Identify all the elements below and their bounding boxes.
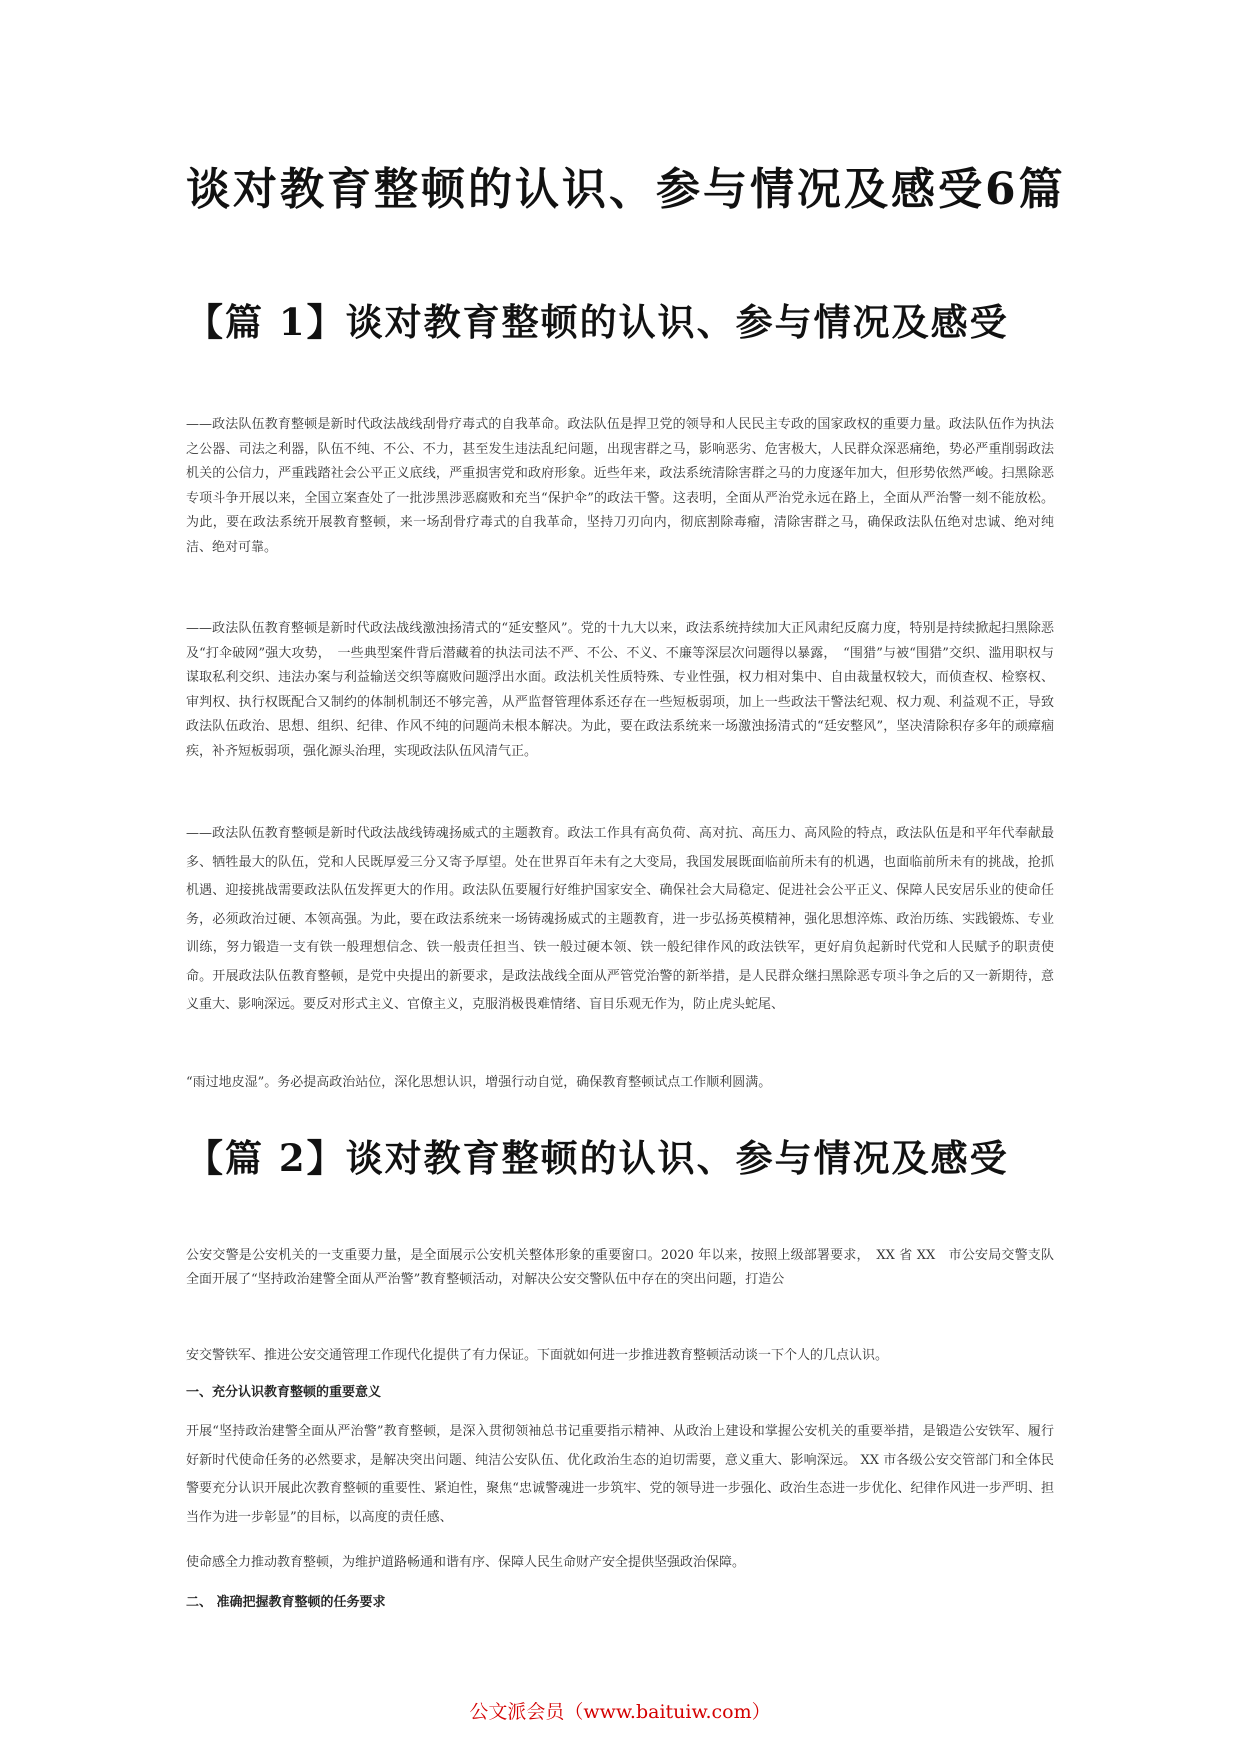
section-2-paragraph-4: 使命感全力推动教育整顿，为维护道路畅通和谐有序、保障人民生命财产安全提供坚强政治保障。 bbox=[186, 1555, 746, 1570]
footer-watermark: 公文派会员（www.baituiw.com） bbox=[469, 1701, 771, 1723]
section-1-heading: 【篇 1】谈对教育整顿的认识、参与情况及感受 bbox=[186, 300, 1009, 344]
section-1-paragraph-3: ——政法队伍教育整顿是新时代政法战线铸魂扬威式的主题教育。政法工作具有高负荷、高对抗、高压力、高风险的特点，政法队伍是和平年代奉献最多、牺牲最大的队伍，党和人民既厚爱三分又寄予厚望。处在世界百年未有之大变局，我国发展既面临前所未有的机遇，也面临前所未有的挑战，抢抓机遇、迎接挑战需要政法队伍发挥更大的作用。政法队伍要履行好维护国家安全、确保社会大局稳定、促进社会公平正义、保障人民安居乐业的使命任务，必须政治过硬、本领高强。为此，要在政法系统来一场铸魂扬威式的主题教育，进一步弘扬英模精神，强化思想淬炼、政治历练、实践锻炼、专业训练，努力锻造一支有铁一般理想信念、铁一般责任担当、铁一般过硬本领、铁一般纪律作风的政法铁军，更好肩负起新时代党和人民赋予的职责使命。开展政法队伍教育整顿，是党中央提出的新要求，是政法战线全面从严管党治警的新举措，是人民群众继扫黑除恶专项斗争之后的又一新期待，意义重大、影响深远。要反对形式主义、官僚主义，克服消极畏难情绪、盲目乐观无作为，防止虎头蛇尾、 bbox=[186, 826, 1054, 1012]
section-2-paragraph-2: 安交警铁军、推进公安交通管理工作现代化提供了有力保证。下面就如何进一步推进教育整顿活动谈一下个人的几点认识。 bbox=[186, 1348, 889, 1363]
section-2-paragraph-1: 公安交警是公安机关的一支重要力量，是全面展示公安机关整体形象的重要窗口。2020 年以来，按照上级部署要求， XX 省 XX 市公安局交警支队全面开展了“坚持政治建警全面从严治警”教育整顿活动，对解决公安交警队伍中存在的突出问题，打造公 bbox=[186, 1248, 1054, 1287]
section-2-heading: 【篇 2】谈对教育整顿的认识、参与情况及感受 bbox=[186, 1136, 1009, 1180]
section-2-subheading-2: 二、 准确把握教育整顿的任务要求 bbox=[186, 1595, 386, 1610]
section-2-paragraph-3: 开展“坚持政治建警全面从严治警”教育整顿，是深入贯彻领袖总书记重要指示精神、从政治上建设和掌握公安机关的重要举措，是锻造公安铁军、履行好新时代使命任务的必然要求，是解决突出问题、纯洁公安队伍、优化政治生态的迫切需要，意义重大、影响深远。 XX 市各级公安交管部门和全体民警要充分认识开展此次教育整顿的重要性、紧迫性，聚焦“忠诚警魂进一步筑牢、党的领导进一步强化、政治生态进一步优化、纪律作风进一步严明、担当作为进一步彰显”的目标，以高度的责任感、 bbox=[186, 1424, 1054, 1525]
section-1-paragraph-2: ——政法队伍教育整顿是新时代政法战线激浊扬清式的“延安整风”。党的十九大以来，政法系统持续加大正风肃纪反腐力度，特别是持续掀起扫黑除恶及“打伞破网”强大攻势， 一些典型案件背后潜藏着的执法司法不严、不公、不义、不廉等深层次问题得以暴露， “围猎”与被“围猎”交织、滥用职权与谋取私利交织、违法办案与利益输送交织等腐败问题浮出水面。政法机关性质特殊、专业性强，权力相对集中、自由裁量权较大，而侦查权、检察权、审判权、执行权既配合又制约的体制机制还不够完善，从严监督管理体系还存在一些短板弱项，加上一些政法干警法纪观、权力观、利益观不正，导致政法队伍政治、思想、组织、纪律、作风不纯的问题尚未根本解决。为此，要在政法系统来一场激浊扬清式的“廷安整风”，坚决清除积存多年的顽瘴痼疾，补齐短板弱项，强化源头治理，实现政法队伍风清气正。 bbox=[186, 621, 1054, 759]
section-2-subheading-1: 一、充分认识教育整顿的重要意义 bbox=[186, 1385, 382, 1400]
section-1-paragraph-4: “雨过地皮湿”。务必提高政治站位，深化思想认识，增强行动自觉，确保教育整顿试点工作顺利圆满。 bbox=[186, 1075, 772, 1090]
section-1-paragraph-1: ——政法队伍教育整顿是新时代政法战线刮骨疗毒式的自我革命。政法队伍是捍卫党的领导和人民民主专政的国家政权的重要力量。政法队伍作为执法之公器、司法之利器，队伍不纯、不公、不力，甚至发生违法乱纪问题，出现害群之马，影响恶劣、危害极大，人民群众深恶痛绝，势必严重削弱政法机关的公信力，严重践踏社会公平正义底线，严重损害党和政府形象。近些年来，政法系统清除害群之马的力度逐年加大，但形势依然严峻。扫黑除恶专项斗争开展以来，全国立案查处了一批涉黑涉恶腐败和充当“保护伞”的政法干警。这表明，全面从严治党永远在路上，全面从严治警一刻不能放松。为此，要在政法系统开展教育整顿，来一场刮骨疗毒式的自我革命，坚持刀刃向内，彻底割除毒瘤，清除害群之马，确保政法队伍绝对忠诚、绝对纯洁、绝对可靠。 bbox=[186, 417, 1054, 555]
document-title: 谈对教育整顿的认识、参与情况及感受6篇 bbox=[186, 164, 1066, 215]
